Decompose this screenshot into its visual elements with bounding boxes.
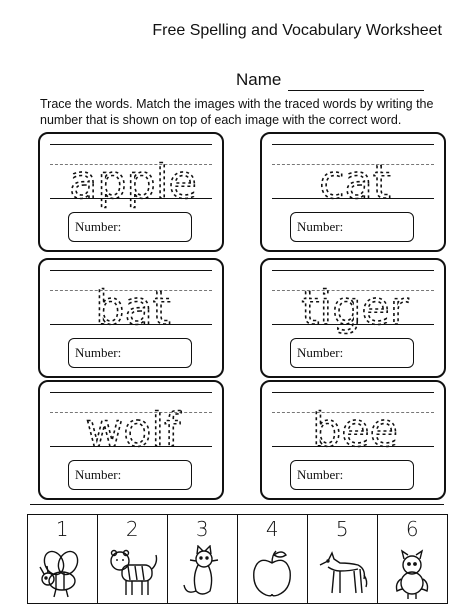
- writing-top-line: [272, 144, 434, 145]
- trace-text: wolf: [85, 403, 181, 457]
- number-box[interactable]: Number:: [290, 212, 414, 242]
- divider: [30, 504, 444, 505]
- number-box[interactable]: Number:: [290, 460, 414, 490]
- trace-text: apple: [69, 155, 197, 209]
- picture-cell-5: [307, 514, 379, 604]
- apple-icon: [244, 545, 300, 601]
- number-box[interactable]: Number:: [290, 338, 414, 368]
- picture-cell-2: [97, 514, 169, 604]
- word-card-bat: [38, 258, 224, 378]
- number-box[interactable]: Number:: [68, 460, 192, 490]
- traced-word-bee[interactable]: [262, 396, 448, 457]
- number-box[interactable]: Number:: [68, 212, 192, 242]
- picture-cell-4: [237, 514, 309, 604]
- name-line[interactable]: [288, 90, 424, 91]
- writing-top-line: [272, 392, 434, 393]
- cat-icon: [174, 545, 230, 601]
- word-card-apple: [38, 132, 224, 252]
- picture-number: 5: [335, 517, 349, 541]
- instructions: Trace the words. Match the images with the traced words by writing the number that is shown on top of each image with the correct word.: [40, 97, 434, 127]
- wolf-icon: [314, 545, 370, 601]
- word-card-tiger: [260, 258, 446, 378]
- word-card-bee: [260, 380, 446, 500]
- picture-number: 2: [125, 517, 139, 541]
- worksheet-title: Free Spelling and Vocabulary Worksheet: [152, 22, 442, 39]
- writing-top-line: [50, 392, 212, 393]
- traced-word-cat[interactable]: [262, 148, 448, 209]
- writing-top-line: [50, 270, 212, 271]
- picture-number: 6: [405, 517, 419, 541]
- picture-strip: [28, 514, 448, 604]
- number-box[interactable]: Number:: [68, 338, 192, 368]
- word-card-wolf: [38, 380, 224, 500]
- tiger-icon: [104, 545, 160, 601]
- traced-word-bat[interactable]: [40, 274, 226, 335]
- trace-text: tiger: [301, 281, 409, 335]
- picture-cell-6: [377, 514, 449, 604]
- trace-text: bat: [95, 281, 171, 335]
- picture-cell-3: [167, 514, 239, 604]
- word-card-cat: [260, 132, 446, 252]
- trace-text: cat: [319, 155, 391, 209]
- bat-icon: [384, 545, 440, 601]
- picture-cell-1: [27, 514, 99, 604]
- picture-number: 3: [195, 517, 209, 541]
- bee-icon: [34, 545, 90, 601]
- writing-top-line: [50, 144, 212, 145]
- traced-word-wolf[interactable]: [40, 396, 226, 457]
- traced-word-apple[interactable]: [40, 148, 226, 209]
- picture-number: 4: [265, 517, 279, 541]
- name-label: Name: [236, 70, 282, 89]
- picture-number: 1: [55, 517, 69, 541]
- trace-text: bee: [312, 403, 398, 457]
- traced-word-tiger[interactable]: [262, 274, 448, 335]
- writing-top-line: [272, 270, 434, 271]
